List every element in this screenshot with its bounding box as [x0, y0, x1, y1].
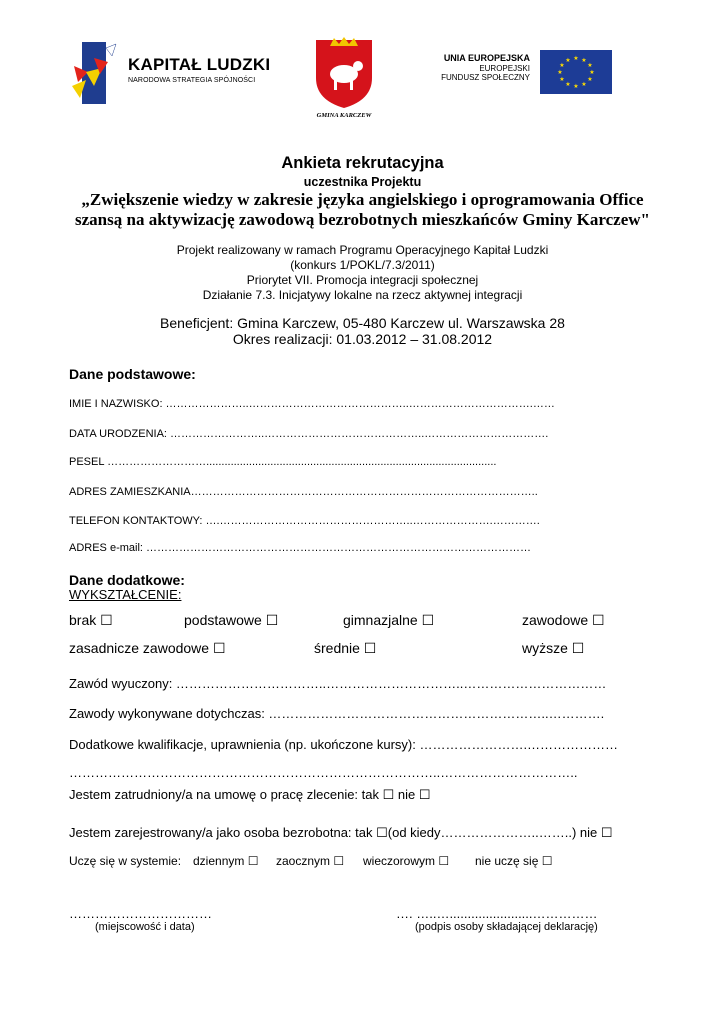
extra-data-heading: Dane dodatkowe:	[69, 572, 185, 588]
project-name-line2: szansą na aktywizację zawodową bezrobotnych mieszkańców Gminy Karczew"	[75, 210, 650, 229]
learned-profession-field[interactable]: Zawód wyuczony: ……………………………..…………………………..……………………………	[69, 676, 607, 691]
place-date-field[interactable]: ……………………………	[69, 906, 212, 921]
svg-text:★: ★	[587, 76, 593, 83]
eu-line1: UNIA EUROPEJSKA	[443, 53, 530, 63]
name-field[interactable]: IMIE I NAZWISKO: …………………..……………………………………..…………………………….……	[69, 398, 555, 410]
email-field[interactable]: ADRES e-mail: ……………………………………………………………………………………………	[69, 542, 532, 554]
project-info-line: Działanie 7.3. Inicjatywy lokalne na rzecz aktywnej integracji	[202, 288, 523, 302]
kapital-ludzki-emblem-icon	[72, 42, 124, 104]
edu-option-srednie[interactable]: średnie ☐	[314, 640, 377, 656]
project-info-line: Priorytet VII. Promocja integracji społecznej	[246, 273, 479, 287]
beneficiary-line: Beneficjent: Gmina Karczew, 05-480 Karczew ul. Warszawska 28	[160, 315, 565, 331]
place-date-caption: (miejscowość i data)	[95, 921, 195, 933]
pesel-field[interactable]: PESEL ………………………...............................................................................................	[69, 456, 497, 468]
gmina-caption: GMINA KARCZEW	[316, 112, 372, 119]
past-professions-field[interactable]: Zawody wykonywane dotychczas: ………………………………………………………..………….	[69, 706, 605, 721]
edu-option-zasadnicze[interactable]: zasadnicze zawodowe ☐	[69, 640, 226, 656]
signature-caption: (podpis osoby składającej deklarację)	[415, 921, 598, 933]
edu-option-wyzsze[interactable]: wyższe ☐	[522, 640, 585, 656]
phone-field[interactable]: TELEFON KONTAKTOWY: ….……………………………………………..………………….………….	[69, 515, 540, 527]
kapital-ludzki-subtitle: NARODOWA STRATEGIA SPÓJNOŚCI	[128, 77, 256, 84]
study-option-none[interactable]: nie uczę się ☐	[475, 854, 553, 868]
svg-text:★: ★	[573, 83, 579, 90]
education-label: WYKSZTAŁCENIE:	[69, 587, 182, 602]
form-subtitle: uczestnika Projektu	[303, 175, 422, 189]
study-option-evening[interactable]: wieczorowym ☐	[363, 854, 450, 868]
svg-text:★: ★	[559, 62, 565, 69]
eu-line2: EUROPEJSKI	[479, 64, 530, 73]
signature-field[interactable]: …. …..….......................……………	[396, 906, 598, 921]
employment-question[interactable]: Jestem zatrudniony/a na umowę o pracę zlecenie: tak ☐ nie ☐	[69, 787, 431, 802]
study-mode-label: Uczę się w systemie:	[69, 854, 182, 868]
study-option-extramural[interactable]: zaocznym ☐	[276, 854, 345, 868]
project-info-line: Projekt realizowany w ramach Programu Operacyjnego Kapitał Ludzki	[176, 243, 549, 257]
svg-text:★: ★	[565, 81, 571, 88]
svg-text:★: ★	[589, 69, 595, 76]
svg-text:★: ★	[581, 57, 587, 64]
svg-text:★: ★	[573, 55, 579, 62]
kapital-ludzki-logo	[72, 42, 272, 104]
form-title: Ankieta rekrutacyjna	[281, 154, 444, 172]
study-option-daily[interactable]: dziennym ☐	[193, 854, 259, 868]
project-info-line: (konkurs 1/POKL/7.3/2011)	[290, 258, 435, 272]
basic-data-heading: Dane podstawowe:	[69, 366, 196, 382]
svg-text:★: ★	[565, 57, 571, 64]
kapital-ludzki-title: KAPITAŁ LUDZKI	[128, 55, 271, 74]
svg-text:★: ★	[587, 62, 593, 69]
svg-text:★: ★	[559, 76, 565, 83]
qualifications-continuation-field[interactable]: …………………………………………………………………………..…………………………..	[69, 765, 578, 780]
svg-text:★: ★	[581, 81, 587, 88]
eu-line3: FUNDUSZ SPOŁECZNY	[441, 73, 530, 82]
gmina-karczew-logo	[312, 34, 376, 120]
eu-flag-icon	[540, 50, 612, 94]
svg-text:★: ★	[557, 69, 563, 76]
edu-option-gimnazjalne[interactable]: gimnazjalne ☐	[343, 612, 435, 628]
project-name-line1: „Zwiększenie wiedzy w zakresie języka angielskiego i oprogramowania Office	[81, 190, 644, 209]
edu-option-zawodowe[interactable]: zawodowe ☐	[522, 612, 605, 628]
birth-date-field[interactable]: DATA URODZENIA: ……………………..……………………………………..…………………………….	[69, 428, 549, 440]
address-field[interactable]: ADRES ZAMIESZKANIA…………………………………………………………………………………..	[69, 486, 538, 498]
eu-logo	[432, 50, 612, 94]
edu-option-podstawowe[interactable]: podstawowe ☐	[184, 612, 279, 628]
coat-of-arms-icon	[312, 34, 376, 110]
qualifications-field[interactable]: Dodatkowe kwalifikacje, uprawnienia (np. ukończone kursy): …………………….…………………	[69, 737, 619, 752]
period-line: Okres realizacji: 01.03.2012 – 31.08.2012	[232, 331, 493, 347]
unemployed-registration-question[interactable]: Jestem zarejestrowany/a jako osoba bezrobotna: tak ☐(od kiedy…………………..……..) nie ☐	[69, 825, 613, 840]
edu-option-brak[interactable]: brak ☐	[69, 612, 113, 628]
